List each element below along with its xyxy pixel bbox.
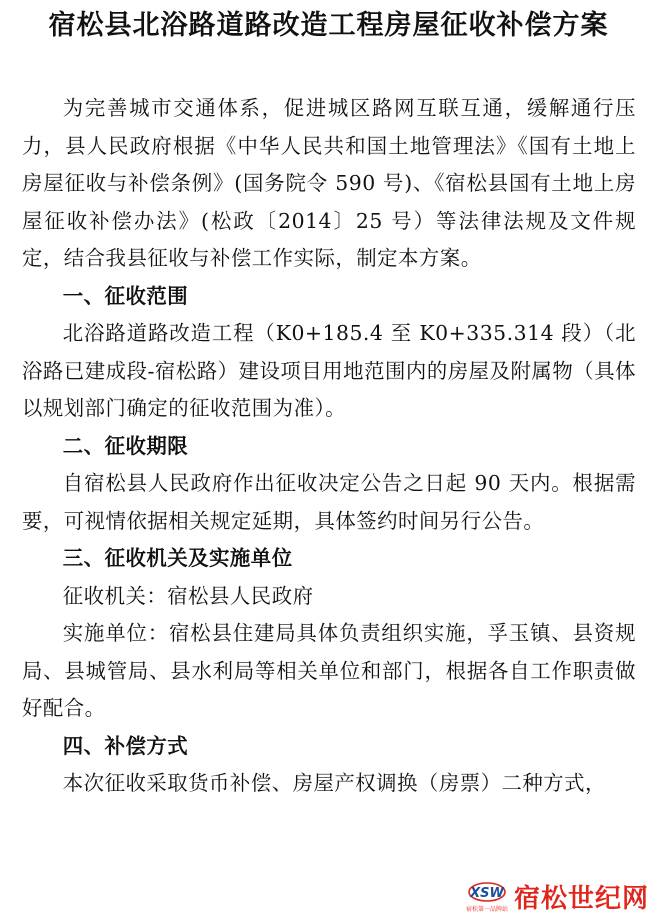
section-agencies (22, 540, 636, 728)
document-title: 宿松县北浴路道路改造工程房屋征收补偿方案 (48, 10, 609, 41)
section-paragraph: 北浴路道路改造工程（K0+185.4 至 K0+335.314 段）（北浴路已建成段-宿松路）建设项目用地范围内的房屋及附属物（具体以规划部门确定的征收范围为准）。 (22, 321, 636, 420)
document-body (22, 90, 636, 803)
section-period (22, 428, 636, 541)
section-heading: 三、征收机关及实施单位 (62, 546, 293, 570)
intro-paragraph: 为完善城市交通体系，促进城区路网互联互通，缓解通行压力，县人民政府根据《中华人民共和国土地管理法》《国有土地上房屋征收与补偿条例》(国务院令 590 号)、《宿松县国有土地上房屋征收补偿办法》(松政〔2014〕25 号）等法律法规及文件规定，结合我县征收与补偿工作实际，制定本方案。 (22, 96, 636, 270)
section-compensation (22, 728, 636, 803)
section-heading: 四、补偿方式 (62, 733, 189, 758)
section-scope (22, 278, 636, 428)
svg-text:宿松第一品牌站: 宿松第一品牌站 (465, 906, 508, 913)
section-heading: 一、征收范围 (62, 283, 189, 308)
section-paragraph: 自宿松县人民政府作出征收决定公告之日起 90 天内。根据需要，可视情依据相关规定延期，具体签约时间另行公告。 (22, 471, 636, 533)
svg-text:XSW: XSW (470, 886, 504, 901)
site-watermark (466, 876, 649, 914)
site-logo-icon (466, 876, 508, 914)
section-paragraph: 实施单位：宿松县住建局具体负责组织实施，孚玉镇、县资规局、县城管局、县水利局等相关单位和部门，根据各自工作职责做好配合。 (22, 621, 636, 720)
section-heading: 二、征收期限 (62, 433, 189, 458)
site-name: 宿松世纪网 (513, 884, 649, 914)
section-paragraph: 本次征收采取货币补偿、房屋产权调换（房票）二种方式， (62, 771, 606, 795)
section-paragraph: 征收机关：宿松县人民政府 (62, 583, 314, 608)
